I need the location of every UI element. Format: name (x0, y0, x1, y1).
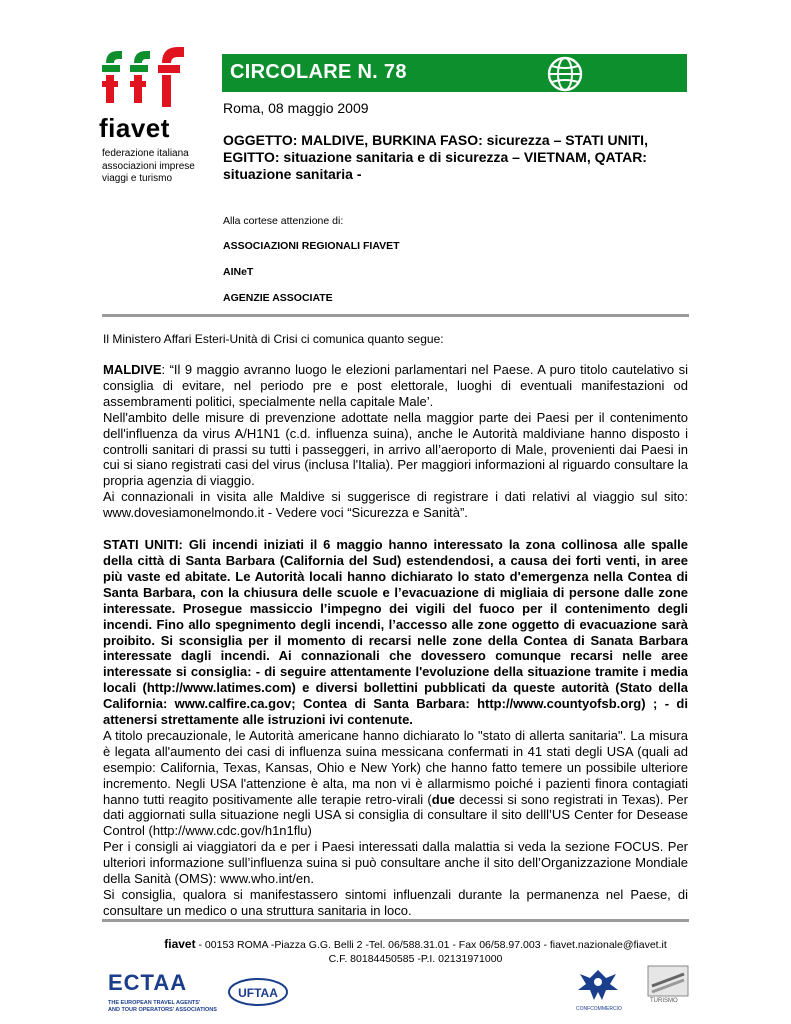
maldive-paragraph: Ai connazionali in visita alle Maldive si suggerisce di registrare i dati relativi al viaggio sul sito: www.dovesiamonelmondo.it - Vedere voci “Sicurezza e Sanità”. (103, 489, 688, 521)
recipient: ASSOCIAZIONI REGIONALI FIAVET (223, 240, 400, 252)
circular-title: CIRCOLARE N. 78 (230, 61, 407, 83)
confcommercio-label: CONFCOMMERCIO (576, 1006, 622, 1012)
uftaa-logo (228, 978, 288, 1006)
logo-wordmark: fiavet (99, 113, 170, 143)
footer-brand: fiavet (164, 937, 196, 951)
uftaa-wordmark: UFTAA (238, 986, 278, 1000)
usa-health-text: A titolo precauzionale, le Autorità americane hanno dichiarato lo "stato di allerta sanitaria". La misura è legata all'aumento dei casi di influenza suina messicana confermati in 41 stati degli USA (quali ad esempio: California, Texas, Kansas, Ohio e New York) che hanno fatto temere un possibile ulteriore incremento. Negli USA l'attenzione è alta, ma non vi è allarmismo poiché i pazienti finora contagiati hanno tutti reagito positivamente alle terapie retro-virali ( (103, 727, 688, 807)
logo-desc-line: viaggi e turismo (102, 173, 173, 184)
footer-tax-ids: C.F. 80184450585 -P.I. 02131971000 (328, 953, 503, 965)
document-date: Roma, 08 maggio 2009 (223, 100, 369, 116)
circular-banner (222, 54, 687, 92)
footer-address-text: - 00153 ROMA -Piazza G.G. Belli 2 -Tel. 06/588.31.01 - Fax 06/58.97.003 - fiavet.nazionale@fiavet.it (195, 939, 667, 951)
intro-text: Il Ministero Affari Esteri-Unità di Crisi ci comunica quanto segue: (103, 332, 444, 346)
divider (102, 919, 689, 922)
document-body (103, 362, 688, 919)
confturismo-mark (646, 964, 690, 998)
ectaa-wordmark: ECTAA (108, 970, 188, 995)
usa-info-paragraph: Per i consigli ai viaggiatori da e per i Paesi interessati dalla malattia si veda la sezione FOCUS. Per ulteriori informazione sull’influenza suina si può consultare anche il sito dell’Organizzazione Mondiale della Sanità (OMS): www.who.int/en. (103, 839, 688, 887)
recipient: AGENZIE ASSOCIATE (223, 292, 333, 304)
footer-address (0, 937, 791, 951)
ectaa-subtitle: AND TOUR OPERATORS' ASSOCIATIONS (108, 1007, 217, 1013)
confturismo-label: TURISMO (650, 998, 678, 1004)
attention-label: Alla cortese attenzione di: (223, 215, 344, 227)
document-subject: OGGETTO: MALDIVE, BURKINA FASO: sicurezza – STATI UNITI, EGITTO: situazione sanitaria e di sicurezza – VIETNAM, QATAR: situazione sanitaria - (223, 132, 648, 182)
logo-desc-line: associazioni imprese (102, 160, 195, 172)
usa-fire-paragraph: STATI UNITI: Gli incendi iniziati il 6 maggio hanno interessato la zona collinosa alle spalle della città di Santa Barbara (California del Sud) estendendosi, a causa dei forti venti, in aree più vaste ed abitate. Le Autorità locali hanno dichiarato lo stato d'emergenza nella Contea di Santa Barbara, con la chiusura delle scuole e l’evacuazione di migliaia di persone dalle zone interessate. Prosegue massiccio l’impegno dei vigili del fuoco per il contenimento degli incendi. Fino allo spegnimento degli incendi, l’accesso alle zone oggetto di evacuazione sarà proibito. Si sconsiglia per il momento di recarsi nelle zone della Contea di Sanata Barbara interessate dagli incendi. Ai connazionali che dovessero comunque recarsi nelle aree interessate si consiglia: - di seguire attentamente l'evoluzione della situazione tramite i media locali (http://www.latimes.com) e diversi bollettini pubblicati da queste autorità (Stato della California: www.calfire.ca.gov; Contea di Santa Barbara: http://www.countyofsb.org) ; - di attenersi strettamente alle istruzioni ivi contenute. (103, 537, 688, 728)
maldive-paragraph: Nell'ambito delle misure di prevenzione adottate nella maggior parte dei Paesi per il contenimento dell'influenza da virus A/H1N1 (c.d. influenza suina), anche le Autorità maldiviane hanno disposto i controlli sanitari di prassi su tutti i passeggeri, in arrivo all’aeroporto di Male, provenienti dai Paesi in cui si siano registrati casi del virus (inclusa l'Italia). Per maggiori informazioni al riguardo consultare la propria agenzia di viaggio. (103, 409, 688, 489)
usa-advice-paragraph: Si consiglia, qualora si manifestassero sintomi influenzali durante la permanenza nel Paese, di consultare un medico o una struttura sanitaria in loco. (103, 887, 688, 918)
globe-icon (545, 54, 585, 94)
usa-health-text: decessi si sono registrati in Texas). Per dati aggiornati sulla situazione negli USA si consiglia di consultare il sito delll’US Center for Desease Control (http://www.cdc.gov/h1n1flu) (103, 791, 688, 839)
usa-health-paragraph (103, 728, 688, 839)
eagle-icon (572, 964, 624, 1006)
logo-description (102, 148, 197, 186)
ectaa-logo (108, 970, 238, 1020)
confturismo-logo (646, 964, 690, 1008)
maldive-paragraph (103, 362, 688, 410)
recipient: AINeT (223, 266, 254, 278)
logo-desc-line: federazione italiana (102, 148, 189, 159)
confcommercio-logo (572, 964, 624, 1016)
section-label: MALDIVE (103, 362, 162, 377)
usa-health-emphasis: due (431, 791, 455, 807)
maldive-text: : “Il 9 maggio avranno luogo le elezioni parlamentari nel Paese. A puro titolo cautelativo si consiglia di evitare, nel periodo pre e post elettorale, luoghi di eventuali manifestazioni od assembramenti politici, specialmente nella capitale Male’. (103, 362, 688, 409)
divider (102, 314, 689, 317)
ectaa-subtitle: THE EUROPEAN TRAVEL AGENTS' (108, 1000, 201, 1006)
fiavet-logo-mark (98, 45, 188, 115)
